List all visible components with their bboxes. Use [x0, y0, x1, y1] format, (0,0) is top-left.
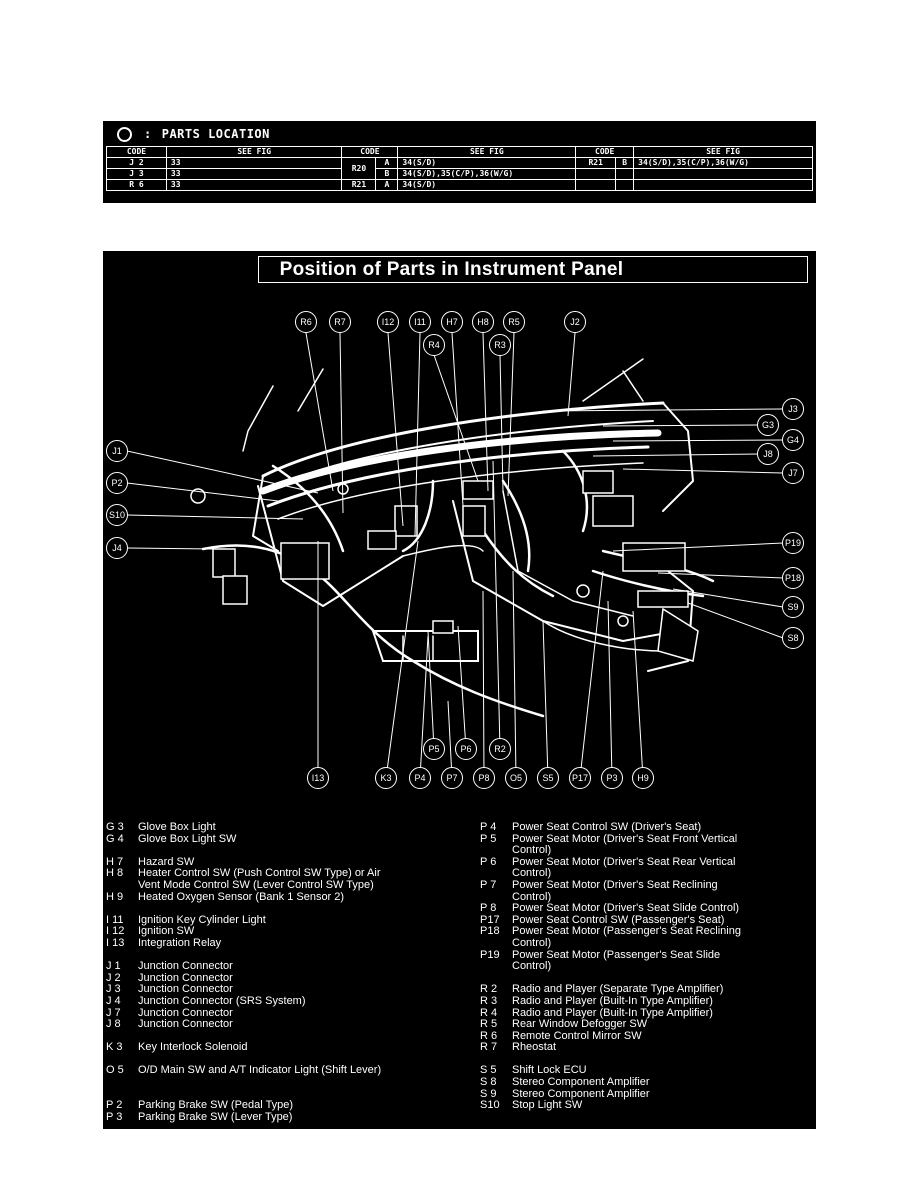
legend-code: P 8 [480, 902, 497, 915]
legend-code: R 5 [480, 1018, 498, 1031]
cell-fig: 33 [166, 169, 342, 180]
legend-desc: Junction Connector [138, 1006, 233, 1019]
connector-circle-icon [117, 127, 132, 142]
legend-code: P17 [480, 913, 500, 926]
legend-desc: Stereo Component Amplifier [512, 1087, 650, 1100]
legend-desc: Junction Connector [138, 1018, 233, 1031]
legend-desc: Glove Box Light SW [138, 832, 237, 845]
legend-desc: Ignition Key Cylinder Light [138, 913, 266, 926]
legend-code: R 7 [480, 1041, 498, 1054]
parts-location-table [103, 121, 816, 203]
legend-code: K 3 [106, 1041, 123, 1054]
legend-code: P 4 [480, 821, 497, 833]
legend-desc: Power Seat Motor (Driver's Seat Rear Vertical [512, 855, 736, 868]
legend-code [106, 880, 138, 892]
callout-j2: J2 [564, 311, 586, 333]
legend-code [480, 938, 512, 950]
cell-fig [634, 169, 813, 180]
legend-row [106, 938, 381, 950]
legend-gap [106, 1077, 381, 1089]
legend-desc: Radio and Player (Built-In Type Amplifier) [512, 994, 713, 1007]
cell-code [576, 180, 616, 191]
legend-desc: Junction Connector [138, 971, 233, 984]
legend-desc: Junction Connector [138, 960, 233, 973]
legend-row [480, 1077, 741, 1089]
legend-row [106, 892, 381, 904]
legend-code: S 8 [480, 1076, 497, 1089]
legend-code: S10 [480, 1099, 500, 1112]
legend-code: J 2 [106, 971, 121, 984]
callout-r7: R7 [329, 311, 351, 333]
wiring-drawing [103, 251, 816, 811]
callout-r4: R4 [423, 334, 445, 356]
table-header-row [107, 147, 813, 158]
cell-fig: 34(S/D) [398, 180, 576, 191]
legend-code: S 9 [480, 1087, 497, 1100]
cell-code: R20 [342, 158, 376, 180]
callout-p7: P7 [441, 767, 463, 789]
legend-desc: Integration Relay [138, 936, 222, 949]
callout-h9: H9 [632, 767, 654, 789]
parts-location-header [117, 125, 270, 143]
cell-code: J 2 [107, 158, 167, 169]
legend-row [480, 996, 741, 1008]
callout-s5: S5 [537, 767, 559, 789]
legend-desc: Key Interlock Solenoid [138, 1041, 248, 1054]
col-header-code: CODE [576, 147, 634, 158]
cell-code-sub: B [376, 169, 398, 180]
callout-p18: P18 [782, 567, 804, 589]
legend-desc: Control) [512, 844, 552, 857]
legend-desc: Power Seat Motor (Passenger's Seat Reclining [512, 925, 741, 938]
callout-j8: J8 [757, 443, 779, 465]
legend-desc: Hazard SW [138, 855, 195, 868]
callout-r2: R2 [489, 738, 511, 760]
cell-code: R21 [342, 180, 376, 191]
callout-s10: S10 [106, 504, 128, 526]
legend-row [480, 880, 741, 892]
col-header-see-fig: SEE FIG [166, 147, 342, 158]
col-header-code: CODE [342, 147, 398, 158]
cell-code-sub: A [376, 158, 398, 169]
parts-location-grid [106, 146, 813, 191]
callout-j4: J4 [106, 537, 128, 559]
col-header-see-fig: SEE FIG [634, 147, 813, 158]
legend-code: I 13 [106, 936, 125, 949]
legend-row [480, 1100, 741, 1112]
legend-desc: Shift Lock ECU [512, 1064, 587, 1077]
legend-row [106, 1019, 381, 1031]
cell-fig: 33 [166, 158, 342, 169]
legend-desc: Power Seat Motor (Driver's Seat Reclining [512, 878, 718, 891]
cell-code-sub: A [376, 180, 398, 191]
cell-code [576, 169, 616, 180]
legend-code: J 8 [106, 1018, 121, 1031]
legend-code: J 1 [106, 960, 121, 973]
callout-h8: H8 [472, 311, 494, 333]
legend-desc: Stereo Component Amplifier [512, 1076, 650, 1089]
legend-code: I 12 [106, 925, 125, 938]
callout-r3: R3 [489, 334, 511, 356]
cell-fig: 33 [166, 180, 342, 191]
legend-code: I 11 [106, 913, 124, 926]
parts-location-title: PARTS LOCATION [161, 127, 270, 141]
col-header-code: CODE [107, 147, 167, 158]
legend-row [106, 822, 381, 834]
callout-k3: K3 [375, 767, 397, 789]
legend-row [106, 1065, 381, 1077]
legend-code: G 4 [106, 832, 124, 845]
legend-code: P 6 [480, 855, 497, 868]
legend-desc: Ignition SW [138, 925, 195, 938]
callout-p5: P5 [423, 738, 445, 760]
legend-row [480, 961, 741, 973]
callout-p4: P4 [409, 767, 431, 789]
legend-desc: Power Seat Motor (Driver's Seat Front Vertical [512, 832, 738, 845]
legend-code: P18 [480, 925, 500, 938]
legend-code: S 5 [480, 1064, 497, 1077]
legend-desc: Rear Window Defogger SW [512, 1018, 648, 1031]
legend-desc: Rheostat [512, 1041, 557, 1054]
callout-p17: P17 [569, 767, 591, 789]
callout-i12: I12 [377, 311, 399, 333]
legend-right [480, 822, 741, 1112]
legend-desc: Junction Connector (SRS System) [138, 994, 306, 1007]
callout-p3: P3 [601, 767, 623, 789]
legend-desc: O/D Main SW and A/T Indicator Light (Shift Lever) [138, 1064, 382, 1077]
callout-j1: J1 [106, 440, 128, 462]
legend-row [480, 822, 741, 834]
cell-fig [634, 180, 813, 191]
legend-code: J 7 [106, 1006, 121, 1019]
callout-p8: P8 [473, 767, 495, 789]
legend-desc: Glove Box Light [138, 821, 216, 833]
legend-desc: Radio and Player (Built-In Type Amplifier) [512, 1006, 713, 1019]
legend-desc: Heated Oxygen Sensor (Bank 1 Sensor 2) [138, 890, 345, 903]
legend-row [480, 903, 741, 915]
callout-i11: I11 [409, 311, 431, 333]
cell-code-sub: B [616, 158, 634, 169]
cell-code: J 3 [107, 169, 167, 180]
cell-code-sub [616, 180, 634, 191]
legend-code: P 3 [106, 1110, 123, 1123]
legend-code: P 7 [480, 878, 497, 891]
callout-r6: R6 [295, 311, 317, 333]
legend-code: P 5 [480, 832, 497, 845]
callout-s8: S8 [782, 627, 804, 649]
legend-code: J 3 [106, 983, 121, 996]
callout-s9: S9 [782, 596, 804, 618]
callout-g4: G4 [782, 429, 804, 451]
legend-row [106, 834, 381, 846]
callout-p6: P6 [455, 738, 477, 760]
legend-row [106, 1112, 381, 1124]
legend-code: H 9 [106, 890, 124, 903]
legend-desc: Power Seat Motor (Passenger's Seat Slide [512, 948, 721, 961]
table-row [107, 158, 813, 169]
legend-desc: Control) [512, 890, 552, 903]
legend-gap [106, 903, 381, 915]
legend-row [106, 996, 381, 1008]
legend-desc: Power Seat Control SW (Driver's Seat) [512, 821, 702, 833]
legend-desc: Stop Light SW [512, 1099, 583, 1112]
callout-i13: I13 [307, 767, 329, 789]
legend-code: R 6 [480, 1029, 498, 1042]
legend-code: G 3 [106, 821, 124, 833]
cell-fig: 34(S/D) [398, 158, 576, 169]
legend-code [480, 961, 512, 973]
callout-p19: P19 [782, 532, 804, 554]
legend-row [106, 1042, 381, 1054]
legend-code: R 3 [480, 994, 498, 1007]
cell-fig: 34(S/D),35(C/P),36(W/G) [634, 158, 813, 169]
diagram-title: Position of Parts in Instrument Panel [279, 259, 624, 280]
legend-code: O 5 [106, 1064, 124, 1077]
legend-code: P 2 [106, 1099, 123, 1112]
legend-desc: Control) [512, 936, 552, 949]
header-colon: : [144, 127, 152, 141]
callout-r5: R5 [503, 311, 525, 333]
legend-desc: Radio and Player (Separate Type Amplifier) [512, 983, 724, 996]
table-row [107, 180, 813, 191]
legend-code: R 4 [480, 1006, 498, 1019]
legend-desc: Vent Mode Control SW (Lever Control SW Type) [138, 878, 374, 891]
legend-desc: Power Seat Motor (Driver's Seat Slide Control) [512, 902, 740, 915]
legend-desc: Parking Brake SW (Pedal Type) [138, 1099, 294, 1112]
legend-desc: Junction Connector [138, 983, 233, 996]
callout-o5: O5 [505, 767, 527, 789]
legend-desc: Power Seat Control SW (Passenger's Seat) [512, 913, 725, 926]
legend-desc: Parking Brake SW (Lever Type) [138, 1110, 293, 1123]
legend-code: P19 [480, 948, 500, 961]
callout-j3: J3 [782, 398, 804, 420]
legend-desc: Control) [512, 867, 552, 880]
callout-p2: P2 [106, 472, 128, 494]
callout-j7: J7 [782, 462, 804, 484]
table-row [107, 169, 813, 180]
callout-h7: H7 [441, 311, 463, 333]
legend-desc: Control) [512, 960, 552, 973]
legend-code: J 4 [106, 994, 121, 1007]
legend-row [106, 961, 381, 973]
legend-left [106, 822, 381, 1123]
legend-row [480, 1042, 741, 1054]
cell-fig: 34(S/D),35(C/P),36(W/G) [398, 169, 576, 180]
legend-row [480, 938, 741, 950]
legend-row [106, 880, 381, 892]
cell-code-sub [616, 169, 634, 180]
callout-g3: G3 [757, 414, 779, 436]
legend-code: H 7 [106, 855, 124, 868]
legend-desc: Heater Control SW (Push Control SW Type) or Air [138, 867, 381, 880]
cell-code: R21 [576, 158, 616, 169]
legend-row [480, 1019, 741, 1031]
legend-code: R 2 [480, 983, 498, 996]
col-header-see-fig: SEE FIG [398, 147, 576, 158]
cell-code: R 6 [107, 180, 167, 191]
legend-desc: Remote Control Mirror SW [512, 1029, 642, 1042]
legend-code: H 8 [106, 867, 124, 880]
